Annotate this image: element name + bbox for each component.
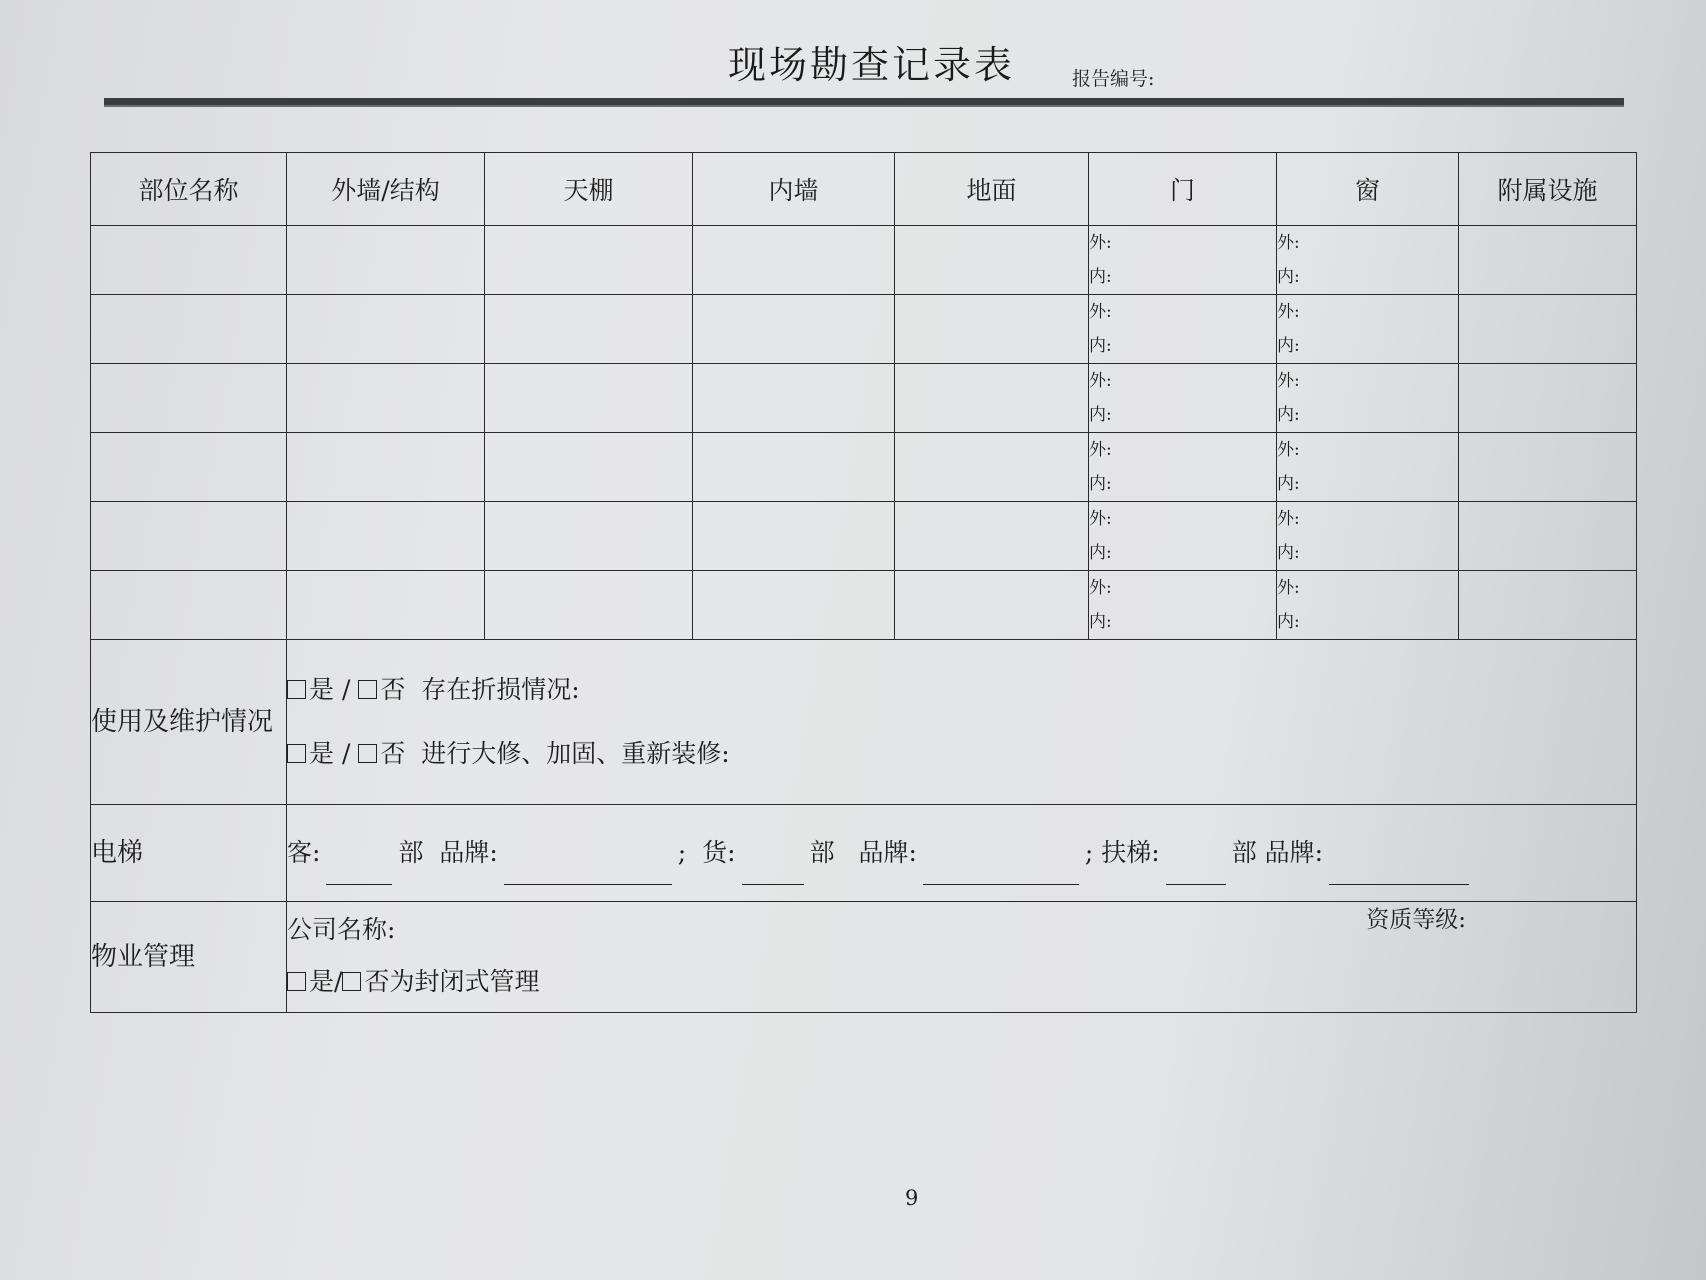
table-row <box>91 226 1637 295</box>
brand-label: 品牌: <box>1264 838 1324 867</box>
inner-label: 内: <box>1089 336 1112 356</box>
door-cell[interactable] <box>1089 433 1277 502</box>
location-cell[interactable] <box>91 295 287 364</box>
page-number: 9 <box>905 1186 919 1210</box>
window-cell[interactable] <box>1277 226 1459 295</box>
col-header-ceiling: 天棚 <box>485 153 693 226</box>
elevator-label: 电梯 <box>91 805 287 902</box>
usage-line-damage <box>287 658 1636 722</box>
header-row <box>91 153 1637 226</box>
inner-label: 内: <box>1277 267 1300 287</box>
brand-label: 品牌: <box>439 838 498 867</box>
property-content <box>287 902 1637 1013</box>
col-header-door: 门 <box>1089 153 1277 226</box>
no-checkbox[interactable] <box>358 680 377 699</box>
floor-cell[interactable] <box>895 226 1089 295</box>
passenger-count-field[interactable] <box>326 854 392 885</box>
window-cell[interactable] <box>1277 571 1459 640</box>
outer-label: 外: <box>1277 440 1300 460</box>
escalator-label: 扶梯: <box>1101 838 1160 867</box>
interior-wall-cell[interactable] <box>693 502 895 571</box>
passenger-label: 客: <box>287 838 321 867</box>
door-cell[interactable] <box>1089 295 1277 364</box>
survey-table <box>90 152 1637 1013</box>
form-title: 现场勘查记录表 <box>728 43 1016 87</box>
freight-count-field[interactable] <box>742 854 804 885</box>
window-cell[interactable] <box>1277 502 1459 571</box>
yes-label: 是 <box>309 739 335 768</box>
qualification-label: 资质等级: <box>1366 907 1466 933</box>
col-header-facilities: 附属设施 <box>1459 153 1637 226</box>
unit-label: 部 <box>1231 838 1257 867</box>
interior-wall-cell[interactable] <box>693 433 895 502</box>
exterior-wall-cell[interactable] <box>287 502 485 571</box>
inner-label: 内: <box>1089 267 1112 287</box>
yes-checkbox[interactable] <box>287 972 306 991</box>
table-row <box>91 571 1637 640</box>
inner-label: 内: <box>1277 336 1300 356</box>
freight-brand-field[interactable] <box>923 854 1079 885</box>
inner-label: 内: <box>1089 543 1112 563</box>
facilities-cell[interactable] <box>1459 502 1637 571</box>
unit-label: 部 <box>809 838 835 867</box>
inner-label: 内: <box>1089 405 1112 425</box>
window-cell[interactable] <box>1277 433 1459 502</box>
passenger-brand-field[interactable] <box>504 854 672 885</box>
facilities-cell[interactable] <box>1459 226 1637 295</box>
facilities-cell[interactable] <box>1459 364 1637 433</box>
exterior-wall-cell[interactable] <box>287 433 485 502</box>
inner-label: 内: <box>1089 612 1112 632</box>
location-cell[interactable] <box>91 364 287 433</box>
ceiling-cell[interactable] <box>485 364 693 433</box>
report-number-label: 报告编号: <box>1072 68 1155 90</box>
closed-management-line <box>287 955 1636 1009</box>
inner-label: 内: <box>1277 405 1300 425</box>
yes-checkbox[interactable] <box>287 680 306 699</box>
window-cell[interactable] <box>1277 364 1459 433</box>
interior-wall-cell[interactable] <box>693 295 895 364</box>
exterior-wall-cell[interactable] <box>287 364 485 433</box>
ceiling-cell[interactable] <box>485 502 693 571</box>
header-rule <box>104 98 1624 107</box>
floor-cell[interactable] <box>895 433 1089 502</box>
inner-label: 内: <box>1277 612 1300 632</box>
elevator-line <box>287 821 1636 885</box>
ceiling-cell[interactable] <box>485 433 693 502</box>
no-checkbox[interactable] <box>358 744 377 763</box>
elevator-row <box>91 805 1637 902</box>
outer-label: 外: <box>1089 302 1112 322</box>
interior-wall-cell[interactable] <box>693 226 895 295</box>
outer-label: 外: <box>1277 578 1300 598</box>
location-cell[interactable] <box>91 571 287 640</box>
exterior-wall-cell[interactable] <box>287 226 485 295</box>
location-cell[interactable] <box>91 226 287 295</box>
floor-cell[interactable] <box>895 295 1089 364</box>
interior-wall-cell[interactable] <box>693 571 895 640</box>
semicolon: ; <box>677 838 687 867</box>
escalator-brand-field[interactable] <box>1329 854 1469 885</box>
location-cell[interactable] <box>91 433 287 502</box>
yes-label: 是/ <box>309 967 343 996</box>
inner-label: 内: <box>1089 474 1112 494</box>
ceiling-cell[interactable] <box>485 295 693 364</box>
elevator-content <box>287 805 1637 902</box>
usage-row <box>91 640 1637 805</box>
outer-label: 外: <box>1089 440 1112 460</box>
floor-cell[interactable] <box>895 571 1089 640</box>
exterior-wall-cell[interactable] <box>287 295 485 364</box>
outer-label: 外: <box>1089 371 1112 391</box>
window-cell[interactable] <box>1277 295 1459 364</box>
door-cell[interactable] <box>1089 364 1277 433</box>
outer-label: 外: <box>1277 302 1300 322</box>
closed-management-label: 否为封闭式管理 <box>364 967 540 996</box>
property-label: 物业管理 <box>91 902 287 1013</box>
ceiling-cell[interactable] <box>485 571 693 640</box>
yes-label: 是 <box>309 675 335 704</box>
exterior-wall-cell[interactable] <box>287 571 485 640</box>
inner-label: 内: <box>1277 543 1300 563</box>
ceiling-cell[interactable] <box>485 226 693 295</box>
outer-label: 外: <box>1277 509 1300 529</box>
facilities-cell[interactable] <box>1459 295 1637 364</box>
yes-checkbox[interactable] <box>287 744 306 763</box>
floor-cell[interactable] <box>895 364 1089 433</box>
col-header-location: 部位名称 <box>91 153 287 226</box>
no-checkbox[interactable] <box>342 972 361 991</box>
facilities-cell[interactable] <box>1459 571 1637 640</box>
separator: / <box>334 675 359 704</box>
facilities-cell[interactable] <box>1459 433 1637 502</box>
outer-label: 外: <box>1277 371 1300 391</box>
outer-label: 外: <box>1089 233 1112 253</box>
renovation-question: 进行大修、加固、重新装修: <box>421 739 730 768</box>
outer-label: 外: <box>1277 233 1300 253</box>
door-cell[interactable] <box>1089 502 1277 571</box>
separator: / <box>334 739 359 768</box>
unit-label: 部 <box>398 838 424 867</box>
brand-label: 品牌: <box>858 838 917 867</box>
door-cell[interactable] <box>1089 226 1277 295</box>
company-line <box>287 905 1636 955</box>
usage-label: 使用及维护情况 <box>91 640 287 805</box>
usage-line-renovation <box>287 722 1636 786</box>
outer-label: 外: <box>1089 578 1112 598</box>
door-cell[interactable] <box>1089 571 1277 640</box>
col-header-interior-wall: 内墙 <box>693 153 895 226</box>
interior-wall-cell[interactable] <box>693 364 895 433</box>
property-row <box>91 902 1637 1013</box>
semicolon: ; <box>1084 838 1094 867</box>
table-row <box>91 433 1637 502</box>
outer-label: 外: <box>1089 509 1112 529</box>
inner-label: 内: <box>1277 474 1300 494</box>
damage-question: 存在折损情况: <box>421 675 580 704</box>
table-row <box>91 364 1637 433</box>
col-header-exterior-wall: 外墙/结构 <box>287 153 485 226</box>
floor-cell[interactable] <box>895 502 1089 571</box>
escalator-count-field[interactable] <box>1166 854 1226 885</box>
no-label: 否 <box>380 675 406 704</box>
location-cell[interactable] <box>91 502 287 571</box>
table-row <box>91 295 1637 364</box>
no-label: 否 <box>380 739 406 768</box>
col-header-window: 窗 <box>1277 153 1459 226</box>
company-name-label: 公司名称: <box>287 915 396 944</box>
table-row <box>91 502 1637 571</box>
freight-label: 货: <box>702 838 736 867</box>
usage-content <box>287 640 1637 805</box>
col-header-floor: 地面 <box>895 153 1089 226</box>
